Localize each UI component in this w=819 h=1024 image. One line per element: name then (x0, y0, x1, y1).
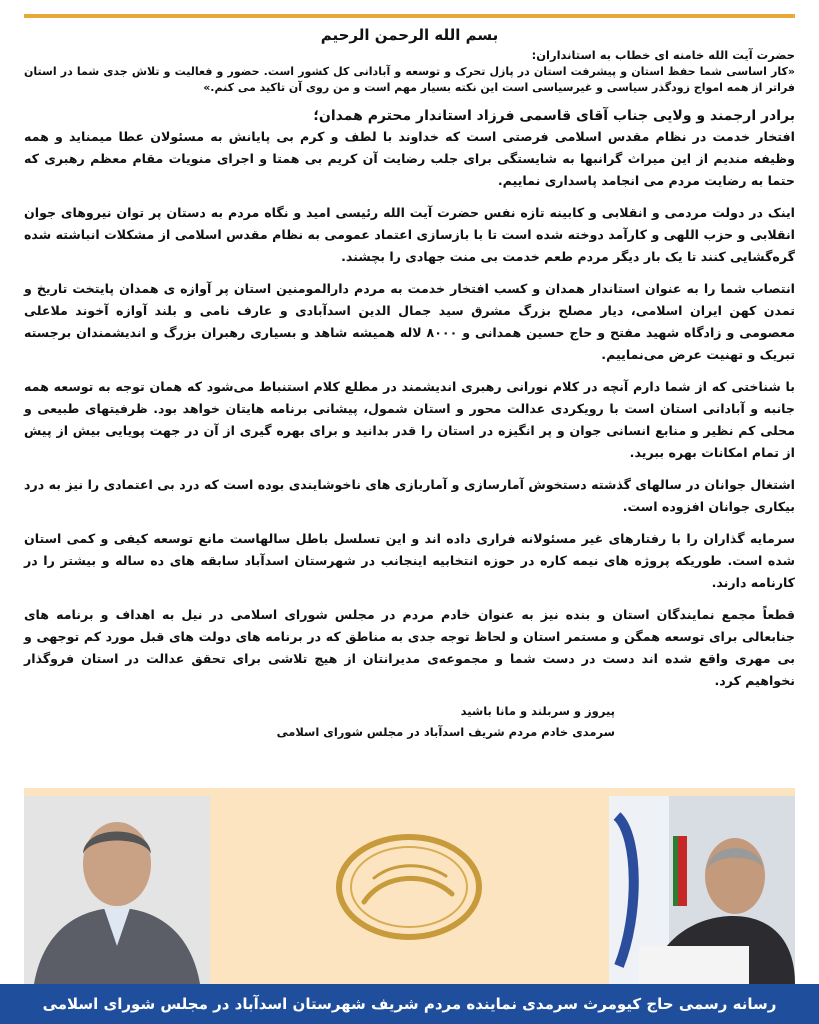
leader-quote: «کار اساسی شما حفظ استان و پیشرفت استان در پازل تحرک و توسعه و آبادانی کل کشور است. حضور و فعالیت و تلاش جدی شما در استان فراتر از همه امواج زودگذر سیاسی و غیرسیاسی است این نکته بسیار مهم است و من روی آن تاکید می کنم.» (24, 65, 795, 94)
closing-signature: سرمدی خادم مردم شریف اسدآباد در مجلس شورای اسلامی (276, 725, 615, 739)
footer-banner: رسانه رسمی حاج کیومرث سرمدی نماینده مردم شریف شهرستان اسدآباد در مجلس شورای اسلامی (0, 984, 819, 1024)
letter-paragraph-1: افتخار خدمت در نظام مقدس اسلامی فرصتی است که خداوند با لطف و کرم بی پایانش به مسئولان عطا میمناید و همه وظیفه مندیم از این میراث گرانبها به شایستگی برای جلب رضایت آن کریم بی همتا و اجرای منویات مقام معظم رهبری که حتما به رضایت مردم می انجامد پاسداری نماییم. (24, 129, 795, 188)
letter-paragraph-7: قطعاً مجمع نمایندگان استان و بنده نیز به عنوان خادم مردم در مجلس شورای اسلامی در نیل به اهداف و برنامه های جنابعالی برای توسعه همگن و مستمر استان و لحاظ توجه جدی به مناطق که در برنامه های دولت های قبل مورد کم توجهی و بی مهری واقع شده اند دست در دست شما و مجموعه‌ی مدیرانتان از هیچ تلاشی برای تحقق عدالت در استان فروگذار نخواهیم کرد. (24, 607, 795, 688)
photo-panel (24, 788, 795, 984)
letter-body (24, 18, 795, 788)
letter-paragraph-5: اشتغال جوانان در سالهای گذشته دستخوش آمارسازی و آماربازی های ناخوشایندی بوده است که درد بی اعتمادی را نیز به درد بیکاری جوانان افزوده است. (24, 477, 795, 514)
governor-portrait-photo (24, 796, 210, 984)
representative-portrait-photo (609, 796, 795, 984)
person-portrait-icon (24, 796, 210, 984)
letter-paragraph-6: سرمایه گذاران را با رفتارهای غیر مسئولانه فراری داده اند و این تسلسل باطل سالهاست مانع توسعه کیفی و کمی استان شده است. طوریکه پروژه های نیمه کاره در حوزه انتخابیه اینجانب در شهرستان اسدآباد سابقه های ده ساله و بیشتر را در کارنامه دارند. (24, 531, 795, 590)
sarmadi-logo-icon (334, 832, 484, 942)
closing-greeting: پیروز و سربلند و مانا باشید (460, 704, 615, 718)
letter-paragraph-4: با شناختی که از شما دارم آنچه در کلام نورانی رهبری اندیشمند در مطلع کلام استنباط می‌شود که همان توجه به توسعه همه جانبه و آبادانی استان است با رویکردی عدالت محور و استان شمول، پیشانی برنامه هایتان خواهد بود. ظرفیتهای طبیعی و محلی کم نظیر و منابع انسانی جوان و پر انگیزه در استان را قدر بدانید و برای بهره گیری از آن در جهت پویایی بیش از پیش از تمام امکانات بهره ببرید. (24, 379, 795, 460)
person-writing-icon (609, 796, 795, 984)
quote-intro: حضرت آیت الله خامنه ای خطاب به استانداران: (531, 48, 795, 62)
letter-paragraph-3: انتصاب شما را به عنوان استاندار همدان و کسب افتخار خدمت به مردم دارالمومنین استان پر آوازه ی همدان پایتخت تاریخ و تمدن کهن ایران اسلامی، دیار مصلح بزرگ مشرق سید جمال الدین اسدآبادی و عارف نامی و بلند آوازه آخوند ملاعلی معصومی و زادگاه شهید مفتح و حاج حسین همدانی و ۸۰۰۰ لاله همیشه شاهد و بسیاری رهبران بزرگ و اندیشمندان برجسته تبریک و تهنیت عرض می‌نماییم. (24, 281, 795, 362)
letter-address: برادر ارجمند و ولایی جناب آقای قاسمی فرزاد استاندار محترم همدان؛ (313, 108, 795, 124)
letter-paragraph-2: اینک در دولت مردمی و انقلابی و کابینه تازه نفس حضرت آیت الله رئیسی امید و نگاه مردم به دستان پر توان نیروهای جوان انقلابی و حزب اللهی و کارآمد دوخته شده است تا با بازسازی اعتماد عمومی به نظام مقدس اسلامی از مشکلات انباشته شده گره‌گشایی کنند تا یک بار دیگر مردم طعم خدمت بی منت جهادی را بچشند. (24, 205, 795, 264)
basmala-heading: بسم الله الرحمن الرحیم (320, 26, 499, 44)
